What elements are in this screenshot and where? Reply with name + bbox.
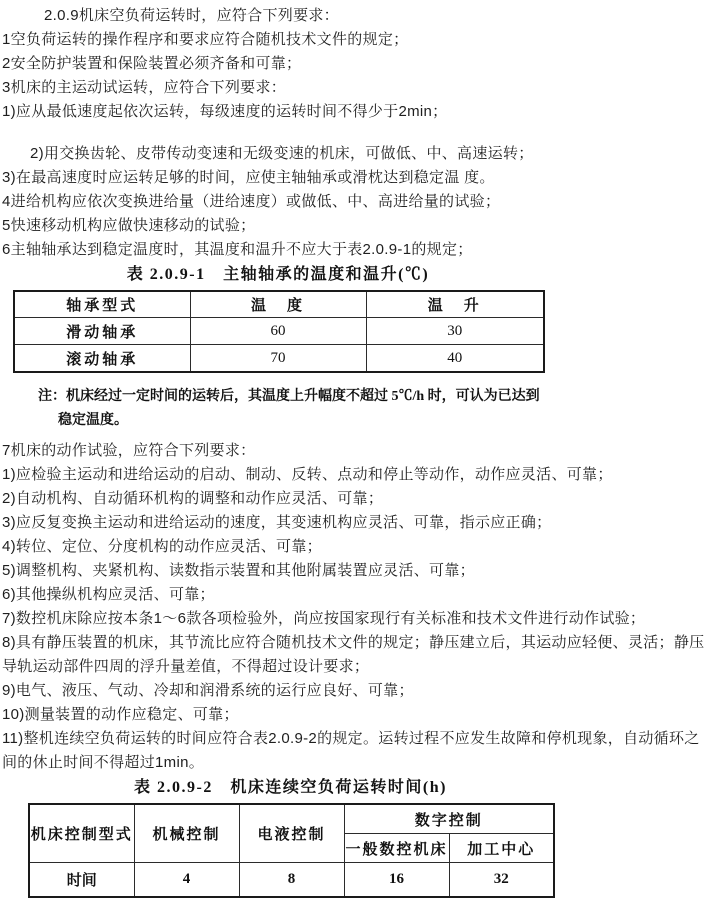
table-header-cell: 电液控制 xyxy=(239,804,344,863)
doc-line: 10)测量装置的动作应稳定、可靠； xyxy=(2,706,239,723)
table-group-header: 数字控制 xyxy=(344,804,554,834)
table-cell: 30 xyxy=(366,318,544,345)
doc-line: 2)自动机构、自动循环机构的调整和动作应灵活、可靠； xyxy=(2,490,384,507)
table-header-cell: 一般数控机床 xyxy=(344,834,449,863)
table-row-label: 时间 xyxy=(29,863,134,898)
table-cell: 16 xyxy=(344,863,449,898)
table-2-0-9-1 xyxy=(13,290,545,373)
table-cell: 40 xyxy=(366,345,544,373)
doc-line: 6主轴轴承达到稳定温度时，其温度和温升不应大于表2.0.9-1的规定； xyxy=(2,241,473,258)
document-page xyxy=(0,4,717,889)
doc-line: 1)应从最低速度起依次运转，每级速度的运转时间不得少于2min； xyxy=(2,103,448,120)
doc-line: 4进给机构应依次变换进给量（进给速度）或做低、中、高进给量的试验； xyxy=(2,193,501,210)
doc-line: 1)应检验主运动和进给运动的启动、制动、反转、点动和停止等动作，动作应灵活、可靠； xyxy=(2,466,613,483)
table1-note xyxy=(0,385,717,433)
table-cell: 4 xyxy=(134,863,239,898)
table1-section xyxy=(13,264,543,373)
table-cell: 32 xyxy=(449,863,554,898)
table-2-0-9-2 xyxy=(28,803,555,898)
doc-line: 7)数控机床除应按本条1～6款各项检验外，尚应按国家现行有关标准和技术文件进行动作试验； xyxy=(2,610,646,627)
table-cell: 70 xyxy=(190,345,366,373)
table-header-cell: 机械控制 xyxy=(134,804,239,863)
doc-line: 5)调整机构、夹紧机构、读数指示装置和其他附属装置应灵活、可靠； xyxy=(2,562,475,579)
clause-heading: 2.0.9机床空负荷运转时，应符合下列要求： xyxy=(44,7,339,24)
doc-line: 6)其他操纵机构应灵活、可靠； xyxy=(2,586,215,603)
doc-line: 2安全防护装置和保险装置必须齐备和可靠； xyxy=(2,55,302,72)
doc-line: 2)用交换齿轮、皮带传动变速和无级变速的机床，可做低、中、高速运转； xyxy=(30,145,534,162)
table-header-cell: 温 升 xyxy=(366,291,544,318)
doc-line: 7机床的动作试验，应符合下列要求： xyxy=(2,442,256,459)
table-header-cell: 加工中心 xyxy=(449,834,554,863)
table-header-cell: 温 度 xyxy=(190,291,366,318)
doc-line: 1空负荷运转的操作程序和要求应符合随机技术文件的规定； xyxy=(2,31,409,48)
table-cell: 8 xyxy=(239,863,344,898)
doc-line: 11)整机连续空负荷运转的时间应符合表2.0.9-2的规定。运转过程不应发生故障和停机现象，自动循环之间的休止时间不得超过1min。 xyxy=(2,730,700,771)
doc-line: 3)在最高速度时应运转足够的时间，应使主轴轴承或滑枕达到稳定温 度。 xyxy=(2,169,495,186)
doc-line: 4)转位、定位、分度机构的动作应灵活、可靠； xyxy=(2,538,322,555)
table-row xyxy=(14,318,544,345)
doc-line: 8)具有静压装置的机床，其节流比应符合随机技术文件的规定；静压建立后，其运动应轻便、灵活；静压导轨运动部件四周的浮升量差值，不得超过设计要求； xyxy=(2,634,705,675)
table-header-row xyxy=(14,291,544,318)
table-header-cell: 轴承型式 xyxy=(14,291,190,318)
table2-title: 表 2.0.9-2 机床连续空负荷运转时间(h) xyxy=(134,779,447,796)
table-corner-header: 机床控制型式 xyxy=(29,804,134,863)
table-row xyxy=(29,863,554,898)
note-line: 注：机床经过一定时间的运转后，其温度上升幅度不超过 5℃/h 时，可认为已达到 xyxy=(38,389,540,404)
doc-line: 3机床的主运动试运转，应符合下列要求： xyxy=(2,79,287,96)
doc-line: 5快速移动机构应做快速移动的试验； xyxy=(2,217,256,234)
table2-section xyxy=(28,777,553,898)
note-line: 稳定温度。 xyxy=(58,413,128,428)
table-cell: 滚动轴承 xyxy=(14,345,190,373)
doc-line: 3)应反复变换主运动和进给运动的速度，其变速机构应灵活、可靠，指示应正确； xyxy=(2,514,552,531)
table-cell: 滑动轴承 xyxy=(14,318,190,345)
table-row xyxy=(14,345,544,373)
table-cell: 60 xyxy=(190,318,366,345)
table1-title: 表 2.0.9-1 主轴轴承的温度和温升(℃) xyxy=(126,266,430,283)
doc-line: 9)电气、液压、气动、冷却和润滑系统的运行应良好、可靠； xyxy=(2,682,414,699)
table-header-row xyxy=(29,804,554,834)
